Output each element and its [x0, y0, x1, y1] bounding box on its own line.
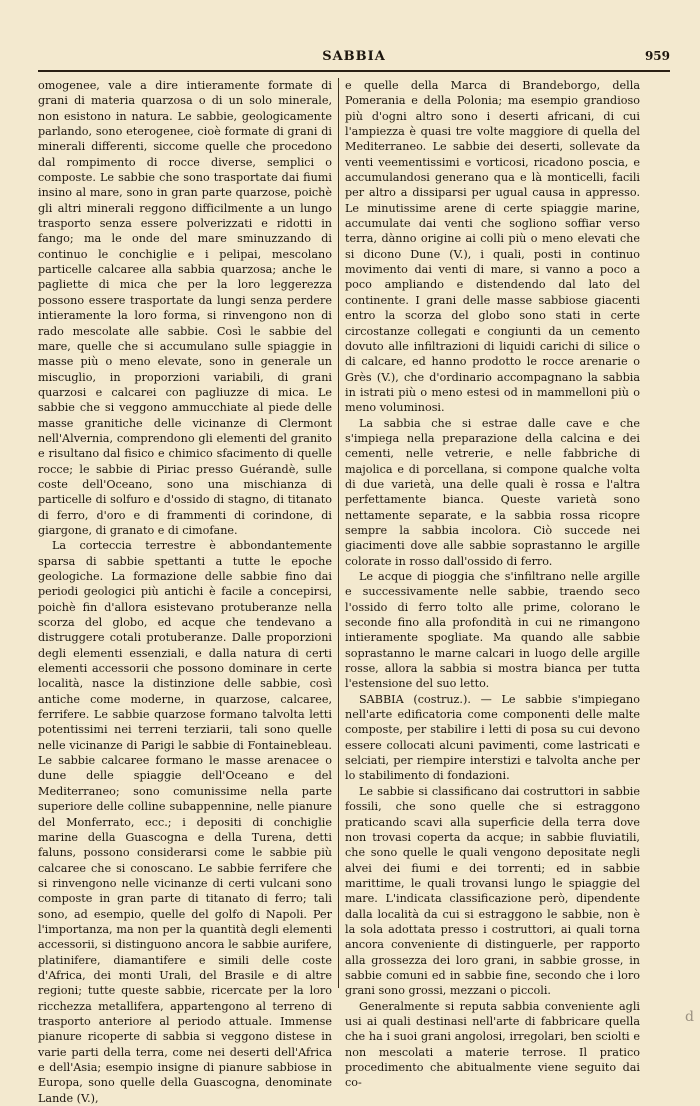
paragraph: Le sabbie si classificano dai costruttori in sabbie fossili, che sono quelle che si estraggono praticando scavi alla superficie della terra dove non trovasi coperta da acque; in sabbie fluviatili, che sono quelle le quali vengono depositate negli alvei dei fiumi e dei torrenti; ed in sabbie marittime, le quali trovansi lungo le spiaggie del mare. L'indicata classificazione però, dipendente dalla località da cui si estraggono le sabbie, non è la sola adottata presso i costruttori, ai quali torna ancora conveniente di distinguerle, per rapporto alla grossezza dei loro grani, in sabbie grosse, in sabbie comuni ed in sabbie fine, secondo che i loro grani sono grossi, mezzani o piccoli. [345, 784, 640, 998]
paragraph: Generalmente si reputa sabbia conveniente agli usi ai quali destinasi nell'arte di fabbricare quella che ha i suoi grani angolosi, irregolari, ben sciolti e non mescolati a materie terrose. Il pratico procedimento che abitualmente viene seguito dai co- [345, 999, 640, 1090]
header-rule [38, 70, 670, 72]
right-column [345, 78, 640, 1090]
column-divider [338, 78, 339, 988]
corner-mark: d [685, 1009, 694, 1025]
left-column [38, 78, 332, 1105]
paragraph: omogenee, vale a dire intieramente formate di grani di materia quarzosa o di un solo minerale, non esistono in natura. Le sabbie, geologicamente parlando, sono eterogenee, cioè formate di grani di minerali differenti, siccome quelle che procedono dal rompimento di rocce diverse, semplici o composte. Le sabbie che sono trasportate dai fiumi insino al mare, sono in gran parte quarzose, poichè gli altri minerali reggono difficilmente a un lungo trasporto senza essere polverizzati e ridotti in fango; ma le onde del mare sminuzzando di continuo le conchiglie e i pelipai, mescolano particelle calcaree alla sabbia quarzosa; anche le pagliette di mica che per la loro leggerezza possono essere trasportate da lungi senza perdere intieramente la loro forma, si rinvengono non di rado mescolate alle sabbie. Così le sabbie del mare, quelle che si accumulano sulle spiaggie in masse più o meno elevate, sono in generale un miscuglio, in proporzioni variabili, di grani quarzosi e calcarei con pagliuzze di mica. Le sabbie che si veggono ammucchiate al piede delle masse granitiche delle vicinanze di Clermont nell'Alvernia, comprendono gli elementi del granito e risultano dal fisico e chimico sfacimento di quelle rocce; le sabbie di Piriac presso Guérandè, sulle coste dell'Oceano, sono una mischianza di particelle di solfuro e d'ossido di stagno, di titanato di ferro, d'oro e di frammenti di corindone, di giargone, di granato e di cimofane. [38, 79, 332, 537]
page-number: 959 [644, 49, 670, 63]
running-header [38, 49, 670, 67]
paragraph: Le acque di pioggia che s'infiltrano nelle argille e successivamente nelle sabbie, traendo seco l'ossido di ferro tolto alle prime, colorano le seconde fino alla profondità in cui ne rimangono intieramente spogliate. Ma quando alle sabbie soprastanno le marne calcari in luogo delle argille rosse, allora la sabbia si mostra bianca per tutta l'estensione del suo letto. [345, 570, 640, 691]
paragraph: e quelle della Marca di Brandeborgo, della Pomerania e della Polonia; ma esempio grandioso più d'ogni altro sono i deserti africani, di cui l'ampiezza è quasi tre volte maggiore di quella del Mediterraneo. Le sabbie dei deserti, sollevate da venti veementissimi e vorticosi, ricadono poscia, e accumulandosi generano qua e là monticelli, facili per altro a dissiparsi per ugual causa in appresso. Le minutissime arene di certe spiaggie marine, accumulate dai venti che sogliono soffiar verso terra, dànno origine ai colli più o meno elevati che si dicono Dune (V.), i quali, posti in continuo movimento dai venti di mare, si vanno a poco a poco ampliando e distendendo dal lato del continente. I grani delle masse sabbiose giacenti entro la scorza del globo sono stati in certe circostanze collegati e congiunti da un cemento dovuto alle infiltrazioni di liquidi carichi di silice o di calcare, ed hanno prodotto le rocce arenarie o Grès (V.), che d'ordinario accompagnano la sabbia in istrati più o meno estesi od in mammelloni più o meno voluminosi. [345, 79, 640, 415]
page-title: SABBIA [322, 49, 386, 64]
paragraph: La sabbia che si estrae dalle cave e che s'impiega nella preparazione della calcina e dei cementi, nelle vetrerie, e nelle fabbriche di majolica e di porcellana, si compone qualche volta di due varietà, una delle quali è rossa e l'altra perfettamente bianca. Queste varietà sono nettamente separate, e la sabbia rossa ricopre sempre la sabbia incolora. Ciò succede nei giacimenti dove alle sabbie soprastanno le argille colorate in rosso dall'ossido di ferro. [345, 416, 640, 568]
paragraph: SABBIA (costruz.). — Le sabbie s'impiegano nell'arte edificatoria come componenti delle malte composte, per stabilire i letti di posa su cui devono essere collocati alcuni pavimenti, come lastricati e selciati, per riempire interstizi e talvolta anche per lo stabilimento di fondazioni. [345, 692, 640, 783]
paragraph: La corteccia terrestre è abbondantemente sparsa di sabbie spettanti a tutte le epoche geologiche. La formazione delle sabbie fino dai periodi geologici più antichi è facile a concepirsi, poichè fin d'allora esistevano protuberanze nella scorza del globo, ed acque che tendevano a distruggere cotali protuberanze. Dalle proporzioni degli elementi essenziali, e dalla natura di certi elementi accessorii che possono dominare in certe località, nasce la distinzione delle sabbie, così antiche come moderne, in quarzose, calcaree, ferrifere. Le sabbie quarzose formano talvolta letti potentissimi nei terreni terziarii, tali sono quelle nelle vicinanze di Parigi le sabbie di Fontainebleau. Le sabbie calcaree formano le masse arenacee o dune delle spiaggie dell'Oceano e del Mediterraneo; sono comunissime nella parte superiore delle colline subappennine, nelle pianure del Monferrato, ecc.; i depositi di conchiglie marine della Guascogna e della Turena, detti faluns, possono considerarsi come le sabbie più calcaree che si conoscano. Le sabbie ferrifere che si rinvengono nelle vicinanze di certi vulcani sono composte in gran parte di titanato di ferro; tali sono, ad esempio, quelle del golfo di Napoli. Per l'importanza, ma non per la quantità degli elementi accessorii, si distinguono ancora le sabbie aurifere, platinifere, diamantifere e simili delle coste d'Africa, dei monti Urali, del Brasile e di altre regioni; tutte queste sabbie, ricercate per la loro ricchezza metallifera, appartengono al terreno di trasporto anteriore al periodo attuale. Immense pianure ricoperte di sabbia si veggono distese in varie parti della terra, come nei deserti dell'Africa e dell'Asia; esempio insigne di pianure sabbiose in Europa, sono quelle della Guascogna, denominate Lande (V.), [38, 539, 332, 1105]
